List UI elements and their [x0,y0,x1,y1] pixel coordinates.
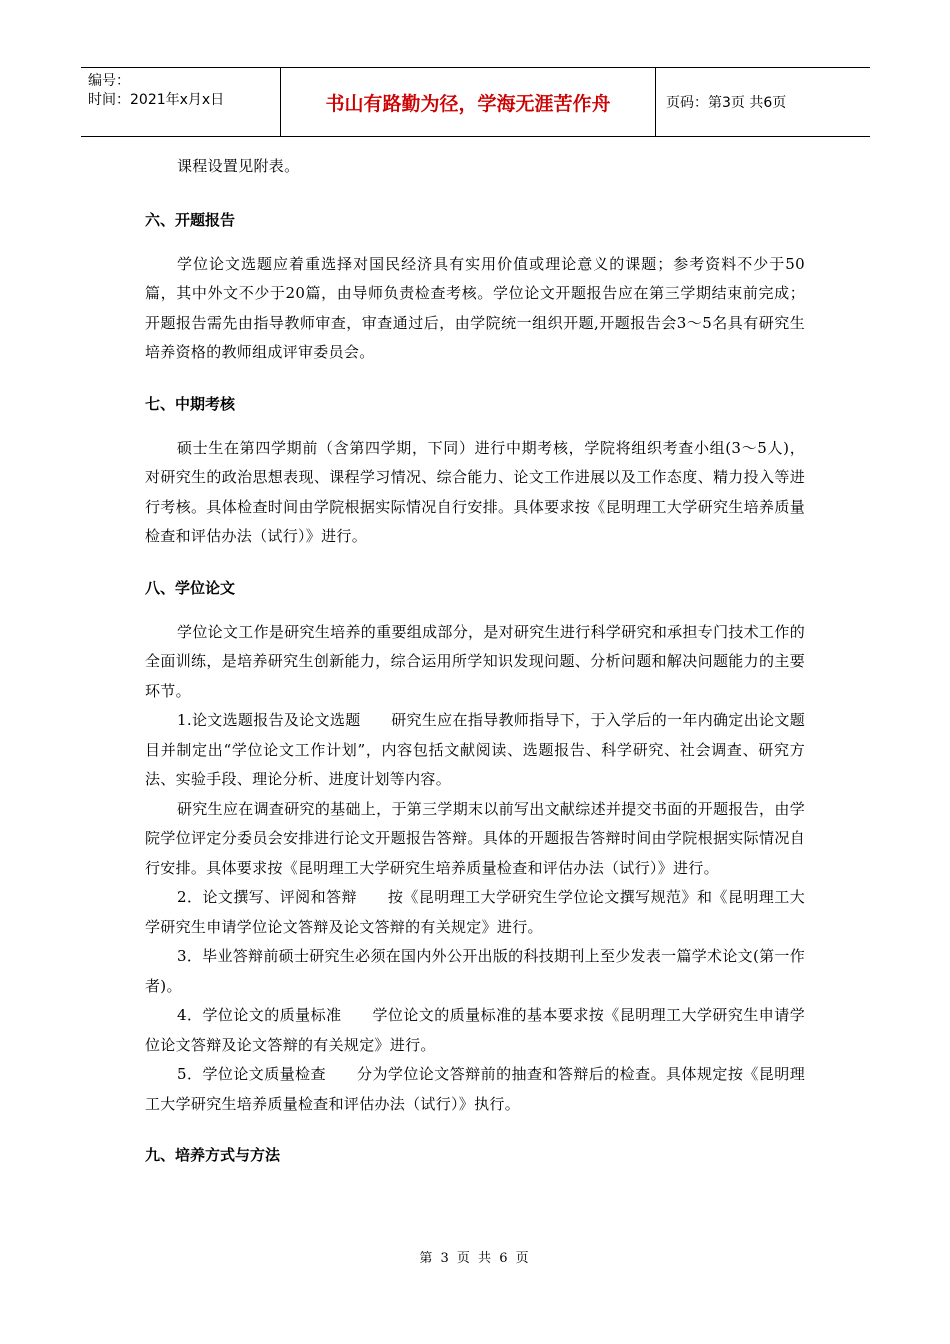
paragraph-8-1: 学位论文工作是研究生培养的重要组成部分，是对研究生进行科学研究和承担专门技术工作的全面训练，是培养研究生创新能力，综合运用所学知识发现问题、分析问题和解决问题能力的主要环节。 [145,622,805,700]
document-number-label: 编号： [88,73,130,89]
section-heading-9: 九、培养方式与方法 [145,1146,281,1164]
paragraph-8-6: 4．学位论文的质量标准 学位论文的质量标准的基本要求按《昆明理工大学研究生申请学位论文答辩及论文答辩的有关规定》进行。 [145,1006,805,1054]
paragraph-8-2: 1.论文选题报告及论文选题 研究生应在指导教师指导下，于入学后的一年内确定出论文题目并制定出“学位论文工作计划”，内容包括文献阅读、选题报告、科学研究、社会调查、研究方法、实验手段、理论分析、进度计划等内容。 [145,711,805,788]
paragraph-8-3: 研究生应在调查研究的基础上，于第三学期末以前写出文献综述并提交书面的开题报告，由学院学位评定分委员会安排进行论文开题报告答辩。具体的开题报告答辩时间由学院根据实际情况自行安排。具体要求按《昆明理工大学研究生培养质量检查和评估办法（试行）》进行。 [145,799,805,877]
document-body [145,152,805,1170]
paragraph-course: 课程设置见附表。 [177,157,300,175]
document-date: 时间：2021年x月x日 [88,92,225,108]
page-header [81,67,870,137]
paragraph-7: 硕士生在第四学期前（含第四学期，下同）进行中期考核，学院将组织考查小组(3～5人)，对研究生的政治思想表现、课程学习情况、综合能力、论文工作进展以及工作态度、精力投入等进行考核。具体检查时间由学院根据实际情况自行安排。具体要求按《昆明理工大学研究生培养质量检查和评估办法（试行）》进行。 [145,438,805,545]
section-heading-7: 七、中期考核 [145,394,236,413]
paragraph-8-4: 2．论文撰写、评阅和答辩 按《昆明理工大学研究生学位论文撰写规范》和《昆明理工大学研究生申请学位论文答辩及论文答辩的有关规定》进行。 [145,888,805,936]
header-page-info: 页码：第3页 共6页 [666,95,787,111]
header-meta [81,68,281,136]
section-heading-6: 六、开题报告 [145,210,236,229]
paragraph-8-5: 3．毕业答辩前硕士研究生必须在国内外公开出版的科技期刊上至少发表一篇学术论文(第一作者)。 [145,947,805,995]
paragraph-6: 学位论文选题应着重选择对国民经济具有实用价值或理论意义的课题；参考资料不少于50篇，其中外文不少于20篇，由导师负责检查考核。学位论文开题报告应在第三学期结束前完成；开题报告需先由指导教师审查，审查通过后，由学院统一组织开题,开题报告会3～5名具有研究生培养资格的教师组成评审委员会。 [145,254,805,361]
page-footer: 第 3 页 共 6 页 [419,1251,531,1266]
section-heading-8: 八、学位论文 [145,578,236,597]
header-motto: 书山有路勤为径，学海无涯苦作舟 [281,68,656,136]
paragraph-8-7: 5．学位论文质量检查 分为学位论文答辩前的抽查和答辩后的检查。具体规定按《昆明理工大学研究生培养质量检查和评估办法（试行）》执行。 [145,1065,805,1113]
